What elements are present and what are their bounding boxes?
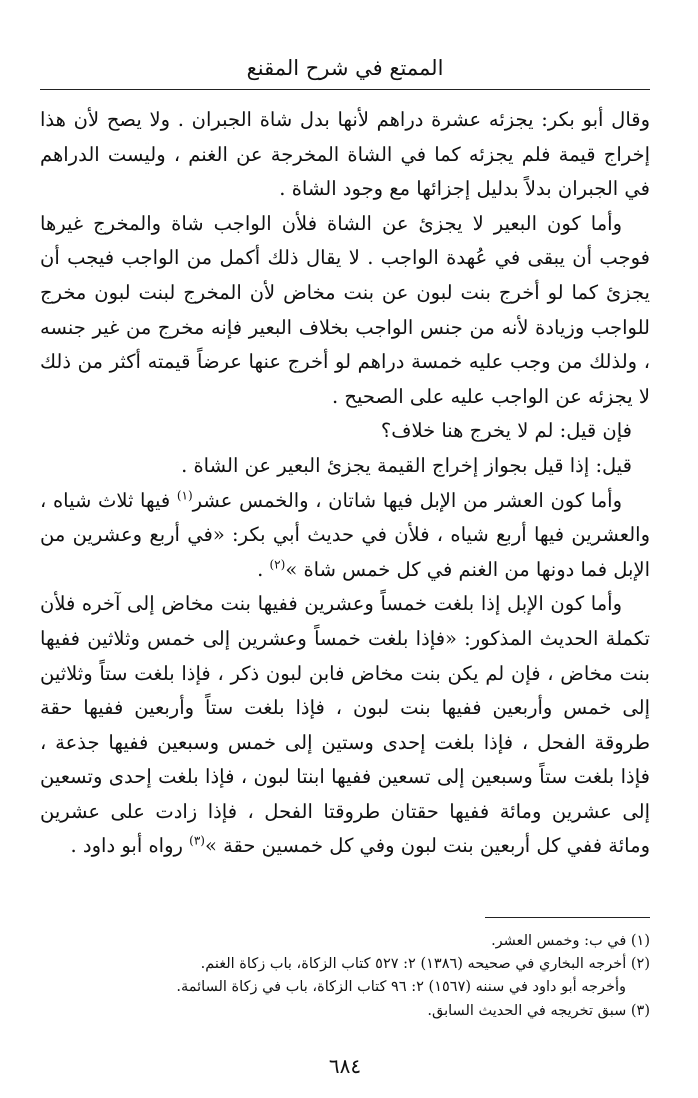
paragraph-text: .: [257, 557, 270, 581]
paragraph-reply: قيل: إذا قيل بجواز إخراج القيمة يجزئ البعير عن الشاة .: [181, 453, 632, 477]
footnote-rule: [485, 917, 650, 918]
running-header: الممتع في شرح المقنع: [246, 56, 444, 80]
footnote-ref-3: (٣): [189, 833, 205, 848]
footnotes: [40, 930, 650, 1023]
footnote-ref-2: (٢): [269, 557, 286, 572]
paragraph-camel-for-sheep: وأما كون البعير لا يجزئ عن الشاة فلأن الواجب شاة والمخرج غيرها فوجب أن يبقى في عُهدة الواجب . لا يقال ذلك أكمل من الواجب فيجب أن يجزئ كما لو أخرج بنت لبون عن بنت مخاض لأن المخرج لبنت لبون مخرج للواجب وزيادة لأنه من جنس الواجب بخلاف البعير فإنه مخرج من غير جنسه ، ولذلك من وجب عليه خمسة دراهم لو أخرج عنها عرضاً قيمته أكثر من ذلك لا يجزئه عن الواجب عليه على الصحيح .: [40, 211, 650, 408]
paragraph-text: رواه أبو داود .: [70, 834, 190, 858]
footnote-3: (٣) سبق تخريجه في الحديث السابق.: [427, 1002, 650, 1019]
book-page: [40, 0, 650, 1098]
paragraph-text: فيها ثلاث شياه ، والعشرين فيها أربع شياه ، فلأن في حديث أبي بكر: «في أربع وعشرين من الإبل فما دونها من الغنم في كل خمس شاة »: [40, 488, 650, 581]
page-number: ٦٨٤: [328, 1054, 362, 1078]
paragraph-hadith-camels: [40, 587, 650, 864]
footnote-2-continued: وأخرجه أبو داود في سننه (١٥٦٧) ٢: ٩٦ كتاب الزكاة، باب في زكاة السائمة.: [176, 979, 626, 996]
body-text: [40, 103, 650, 864]
footnote-2: (٢) أخرجه البخاري في صحيحه (١٣٨٦) ٢: ٥٢٧ كتاب الزكاة، باب زكاة الغنم.: [200, 956, 650, 973]
paragraph-sheep-counts: [40, 484, 650, 588]
header-rule: [40, 89, 650, 90]
paragraph-objection: فإن قيل: لم لا يخرج هنا خلاف؟: [380, 419, 632, 443]
paragraph-qiyma-opinion: وقال أبو بكر: يجزئه عشرة دراهم لأنها بدل شاة الجبران . ولا يصح لأن هذا إخراج قيمة فلم يجزئه كما في الشاة المخرجة عن الغنم ، وليست الدراهم في الجبران بدلاً بدليل إجزائها مع وجود الشاة .: [40, 108, 650, 201]
footnote-ref-1: (١): [176, 488, 193, 503]
paragraph-text: وأما كون العشر من الإبل فيها شاتان ، والخمس عشر: [192, 488, 622, 512]
paragraph-text: وأما كون الإبل إذا بلغت خمساً وعشرين ففيها بنت مخاض إلى آخره فلأن تكملة الحديث المذكور: «فإذا بلغت خمساً وعشرين إلى خمس وثلاثين ففيها بنت مخاض ، فإن لم يكن بنت مخاض فابن لبون ذكر ، فإذا بلغت ستاً وثلاثين إلى خمس وأربعين ففيها بنت لبون ، فإذا بلغت ستاً وأربعين ففيها حقة طروقة الفحل ، فإذا بلغت إحدى وستين إلى خمس وسبعين ففيها جذعة ، فإذا بلغت ستاً وسبعين إلى تسعين ففيها ابنتا لبون ، فإذا بلغت إحدى وتسعين إلى عشرين ومائة ففيها حقتان طروقتا الفحل ، فإذا زادت على عشرين ومائة ففي كل أربعين بنت لبون وفي كل خمسين حقة »: [40, 592, 650, 858]
footnote-1: (١) في ب: وخمس العشر.: [491, 933, 650, 949]
